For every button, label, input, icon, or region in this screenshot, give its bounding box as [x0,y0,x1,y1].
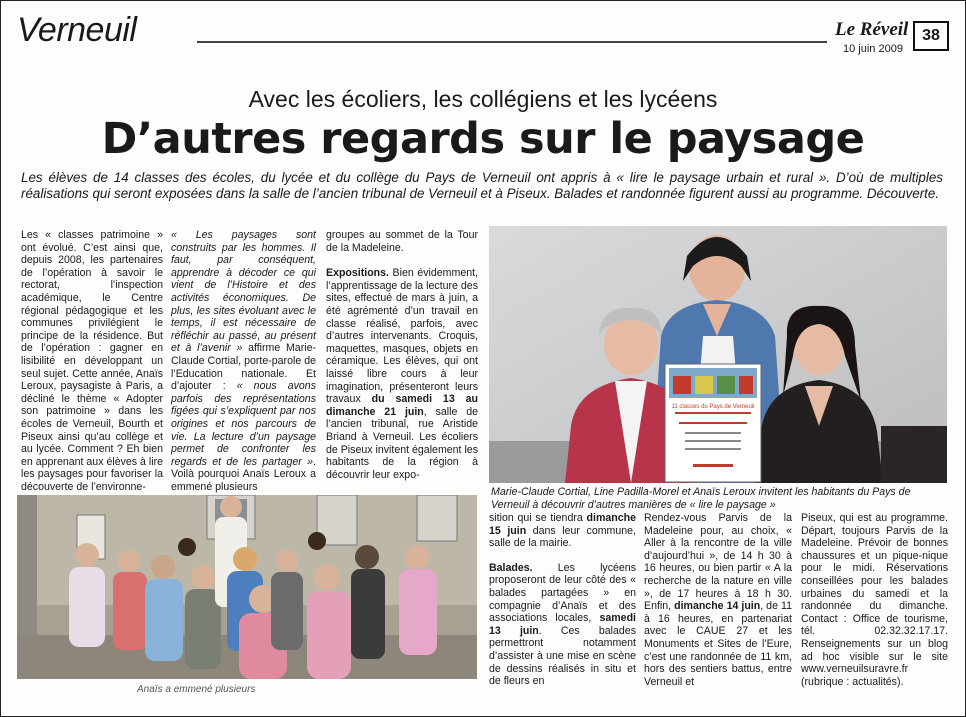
column-6-text: Piseux, qui est au programme. Départ, toujours Parvis de la Madeleine. Prévoir de bonnes chaussures et un pique-nique pour le midi. Réservations conseillées pour les balades urbaines du samedi et la randonnée du dimanche. Contact : Office de tourisme, tél. 02.32.32.17.17. Renseignements sur un blog ad hoc visible sur le site www.verneuilsuravre.fr (rubrique : actualités). [801,512,948,688]
column-3-text-b: , salle de l’ancien tribunal, rue Aristide Briand à Verneuil. Les écoliers de Piseux invitent également les habitants de la région à découvrir leur expo- [326,405,479,481]
header-rule [197,41,827,43]
children-photo-illustration [17,495,477,679]
poster [665,364,761,482]
exhibitions-label: Expositions. [326,267,389,280]
walks-label: Balades. [489,561,533,574]
column-2-mid: affirme Marie-Claude Cortial, porte-parole de l’Education nationale. Et d’ajouter : [171,342,316,393]
exhibition-dates: du samedi 13 au dimanche 21 juin [326,393,478,418]
column-4-text-b: dans leur commune, salle de la mairie. [489,524,636,550]
article-column-5 [644,512,792,700]
article-column-4 [489,512,636,700]
article-column-1 [21,229,163,493]
article-column-3 [326,229,478,487]
column-2-paragraph [171,229,316,493]
poster-title: 11 classes du Pays de Verneuil [671,404,755,410]
section-title: Verneuil [17,11,137,49]
column-4-paragraph-1 [489,512,636,550]
issue-date: 10 juin 2009 [843,43,903,55]
main-photo-caption: Marie-Claude Cortial, Line Padilla-Morel et Anaïs Leroux invitent les habitants du Pays de Verneuil à découvrir d’autres manières de « lire le paysage » [491,486,911,511]
article-subhead: Avec les écoliers, les collégiens et les lycéens [248,86,718,112]
column-4-text-a: sition qui se tiendra [489,512,587,524]
column-3-intro: groupes au sommet de la Tour de la Madeleine. [326,229,478,254]
newspaper-logo: Le Réveil [835,19,909,40]
column-5-text-b: , de 11 à 16 heures, en partenariat avec le CAUE 27 et les Monuments et Sites de l’Eure, c’est une randonnée de 11 km, hors des sentiers battus, entre Verneuil et [644,600,792,688]
walks-date: samedi 13 juin [489,612,636,637]
column-3-paragraph [326,267,478,481]
column-5-text-a: Rendez-vous Parvis de la Madeleine pour, au choix, « Aller à la rencontre de la ville d’aujourd’hui », de 14 h 30 à 16 heures, ou bien partir « A la recherche de la nature en ville », de 17 heures à 18 h 30. Enfin, [644,512,792,613]
main-photo [489,226,947,483]
article-column-2 [171,229,316,493]
column-4-text-d: . Ces balades permettront notamment d’assister à une mise en scène de dessins réalisés in situ et de fleurs en [489,624,636,688]
page-number: 38 [913,21,949,51]
column-4-paragraph-2 [489,562,636,688]
article-column-6 [801,512,948,700]
children-photo-caption: Anaïs a emmené plusieurs [137,684,256,695]
piseux-date: dimanche 15 juin [489,512,636,537]
article-headline: D’autres regards sur le paysage [101,114,865,164]
quote-1: « Les paysages sont construits par les hommes. Il faut, par conséquent, apprendre à décoder ce qui vient de l’Histoire et des activités économiques. De plus, les sites évoluant avec le temps, il est nécessaire de réfléchir au passé, au présent et à l’avenir » [171,229,316,355]
column-5-paragraph [644,512,792,688]
article-lead: Les élèves de 14 classes des écoles, du lycée et du collège du Pays de Verneuil ont appris à « lire le paysage urbain et rural ». D’où de multiples réalisations qui seront exposées dans la salle de l’ancien tribunal de Verneuil et à Piseux. Balades et randonnée figurent aussi au programme. Découverte. [21,170,943,201]
column-1-text: Les « classes patrimoine » ont évolué. C’est ainsi que, depuis 2008, les partenaires de l’opération à savoir le rectorat, l’inspection académique, le Centre régional pédagogique et les communes privilégient le principe de la résidence. But de l’opération : gagner en lisibilité en développant un seul sujet. Cette année, Anaïs Leroux, paysagiste à Paris, a décliné le thème « Adopter son patrimoine » dans les écoles de Verneuil, Bourth et Piseux ainsi qu’au collège et au lycée. Comment ? Eh bien en apprenant aux élèves à lire les paysages pour favoriser la découverte de l’environne- [21,229,163,493]
column-4-text-c: Les lycéens proposeront de leur côté des « balades partagées » en compagnie d’Anaïs et des associations locales, [489,561,636,625]
column-2-end: . Voilà pourquoi Anaïs Leroux a emmené plusieurs [171,455,316,493]
portrait-photo-illustration [489,226,947,483]
hike-date: dimanche 14 juin [674,600,761,613]
quote-2: « nous avons parfois des représentations figées qui s’expliquent par nos origines et nos parcours de vie. La lecture d’un paysage permet de confronter les regards et de les partager » [171,380,316,468]
children-photo [17,495,477,679]
column-3-text-a: Bien évidemment, l’apprentissage de la lecture des sites, effectué de mars à juin, a été agrémenté d’un travail en classe réalisé, parfois, avec d’autres intervenants. Croquis, maquettes, masques, objets en céramique. Les élèves, qui ont laissé libre cours à leur imagination, présenteront leurs travaux [326,267,478,406]
